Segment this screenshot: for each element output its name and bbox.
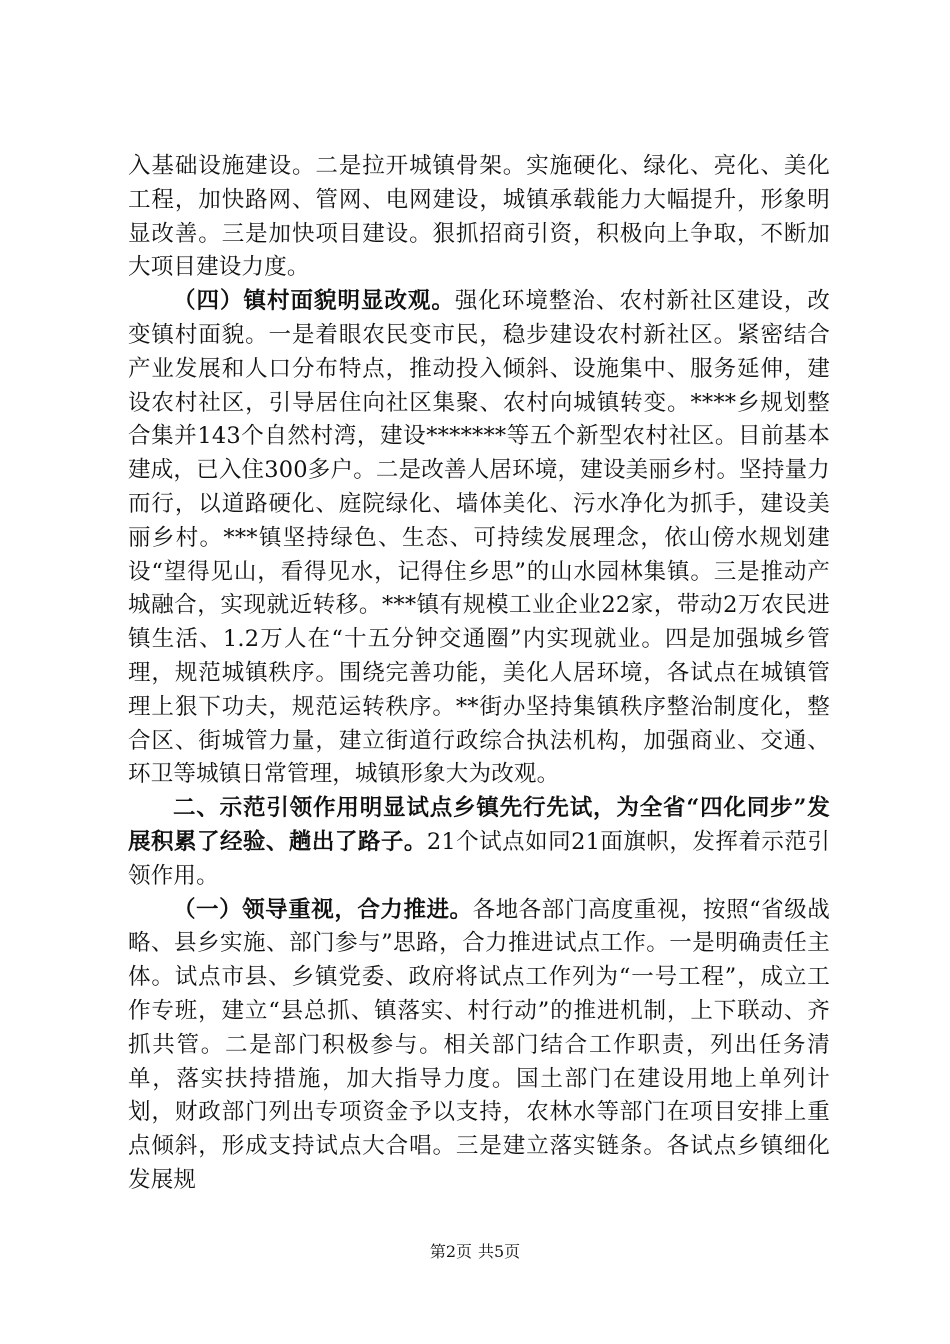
paragraph-2-heading: （四）镇村面貌明显改观。 xyxy=(173,288,455,315)
paragraph-3 xyxy=(128,792,830,893)
paragraph-3-text: 21个试点如同21面旗帜，发挥着示范引领作用。 xyxy=(128,828,831,889)
paragraph-3-heading: 二、示范引领作用明显试点乡镇先行先试，为全省“四化同步”发展积累了经验、趟出了路子。 xyxy=(128,795,830,855)
document-body xyxy=(128,150,830,1198)
page-footer xyxy=(0,1242,950,1262)
page-number: 第2页 xyxy=(429,1242,472,1261)
paragraph-1-text: 入基础设施建设。二是拉开城镇骨架。实施硬化、绿化、亮化、美化工程，加快路网、管网、电网建设，城镇承载能力大幅提升，形象明显改善。三是加快项目建设。狠抓招商引资，积极向上争取，不断加大项目建设力度。 xyxy=(128,153,830,281)
paragraph-4-text: 各地各部门高度重视，按照“省级战略、县乡实施、部门参与”思路，合力推进试点工作。一是明确责任主体。试点市县、乡镇党委、政府将试点工作列为“一号工程”，成立工作专班，建立“县总抓、镇落实、村行动”的推进机制，上下联动、齐抓共管。二是部门积极参与。相关部门结合工作职责，列出任务清单，落实扶持措施，加大指导力度。国土部门在建设用地上单列计划，财政部门列出专项资金予以支持，农林水等部门在项目安排上重点倾斜，形成支持试点大合唱。三是建立落实链条。各试点乡镇细化发展规 xyxy=(128,896,830,1193)
paragraph-1 xyxy=(128,150,830,285)
paragraph-2-text: 强化环境整治、农村新社区建设，改变镇村面貌。一是着眼农民变市民，稳步建设农村新社区。紧密结合产业发展和人口分布特点，推动投入倾斜、设施集中、服务延伸，建设农村社区，引导居住向社区集聚、农村向城镇转变。****乡规划整合集并143个自然村湾，建设*******等五个新型农村社区。目前基本建成，已入住300多户。二是改善人居环境，建设美丽乡村。坚持量力而行，以道路硬化、庭院绿化、墙体美化、污水净化为抓手，建设美丽乡村。***镇坚持绿色、生态、可持续发展理念，依山傍水规划建设“望得见山，看得见水，记得住乡思”的山水园林集镇。三是推动产城融合，实现就近转移。***镇有规模工业企业22家，带动2万农民进镇生活、1.2万人在“十五分钟交通圈”内实现就业。四是加强城乡管理，规范城镇秩序。围绕完善功能，美化人居环境，各试点在城镇管理上狠下功夫，规范运转秩序。**街办坚持集镇秩序整治制度化，整合区、街城管力量，建立街道行政综合执法机构，加强商业、交通、环卫等城镇日常管理，城镇形象大为改观。 xyxy=(128,288,831,788)
page-total: 共5页 xyxy=(478,1242,521,1261)
paragraph-4 xyxy=(128,894,830,1198)
paragraph-4-heading: （一）领导重视，合力推进。 xyxy=(173,896,473,923)
paragraph-2 xyxy=(128,285,830,792)
